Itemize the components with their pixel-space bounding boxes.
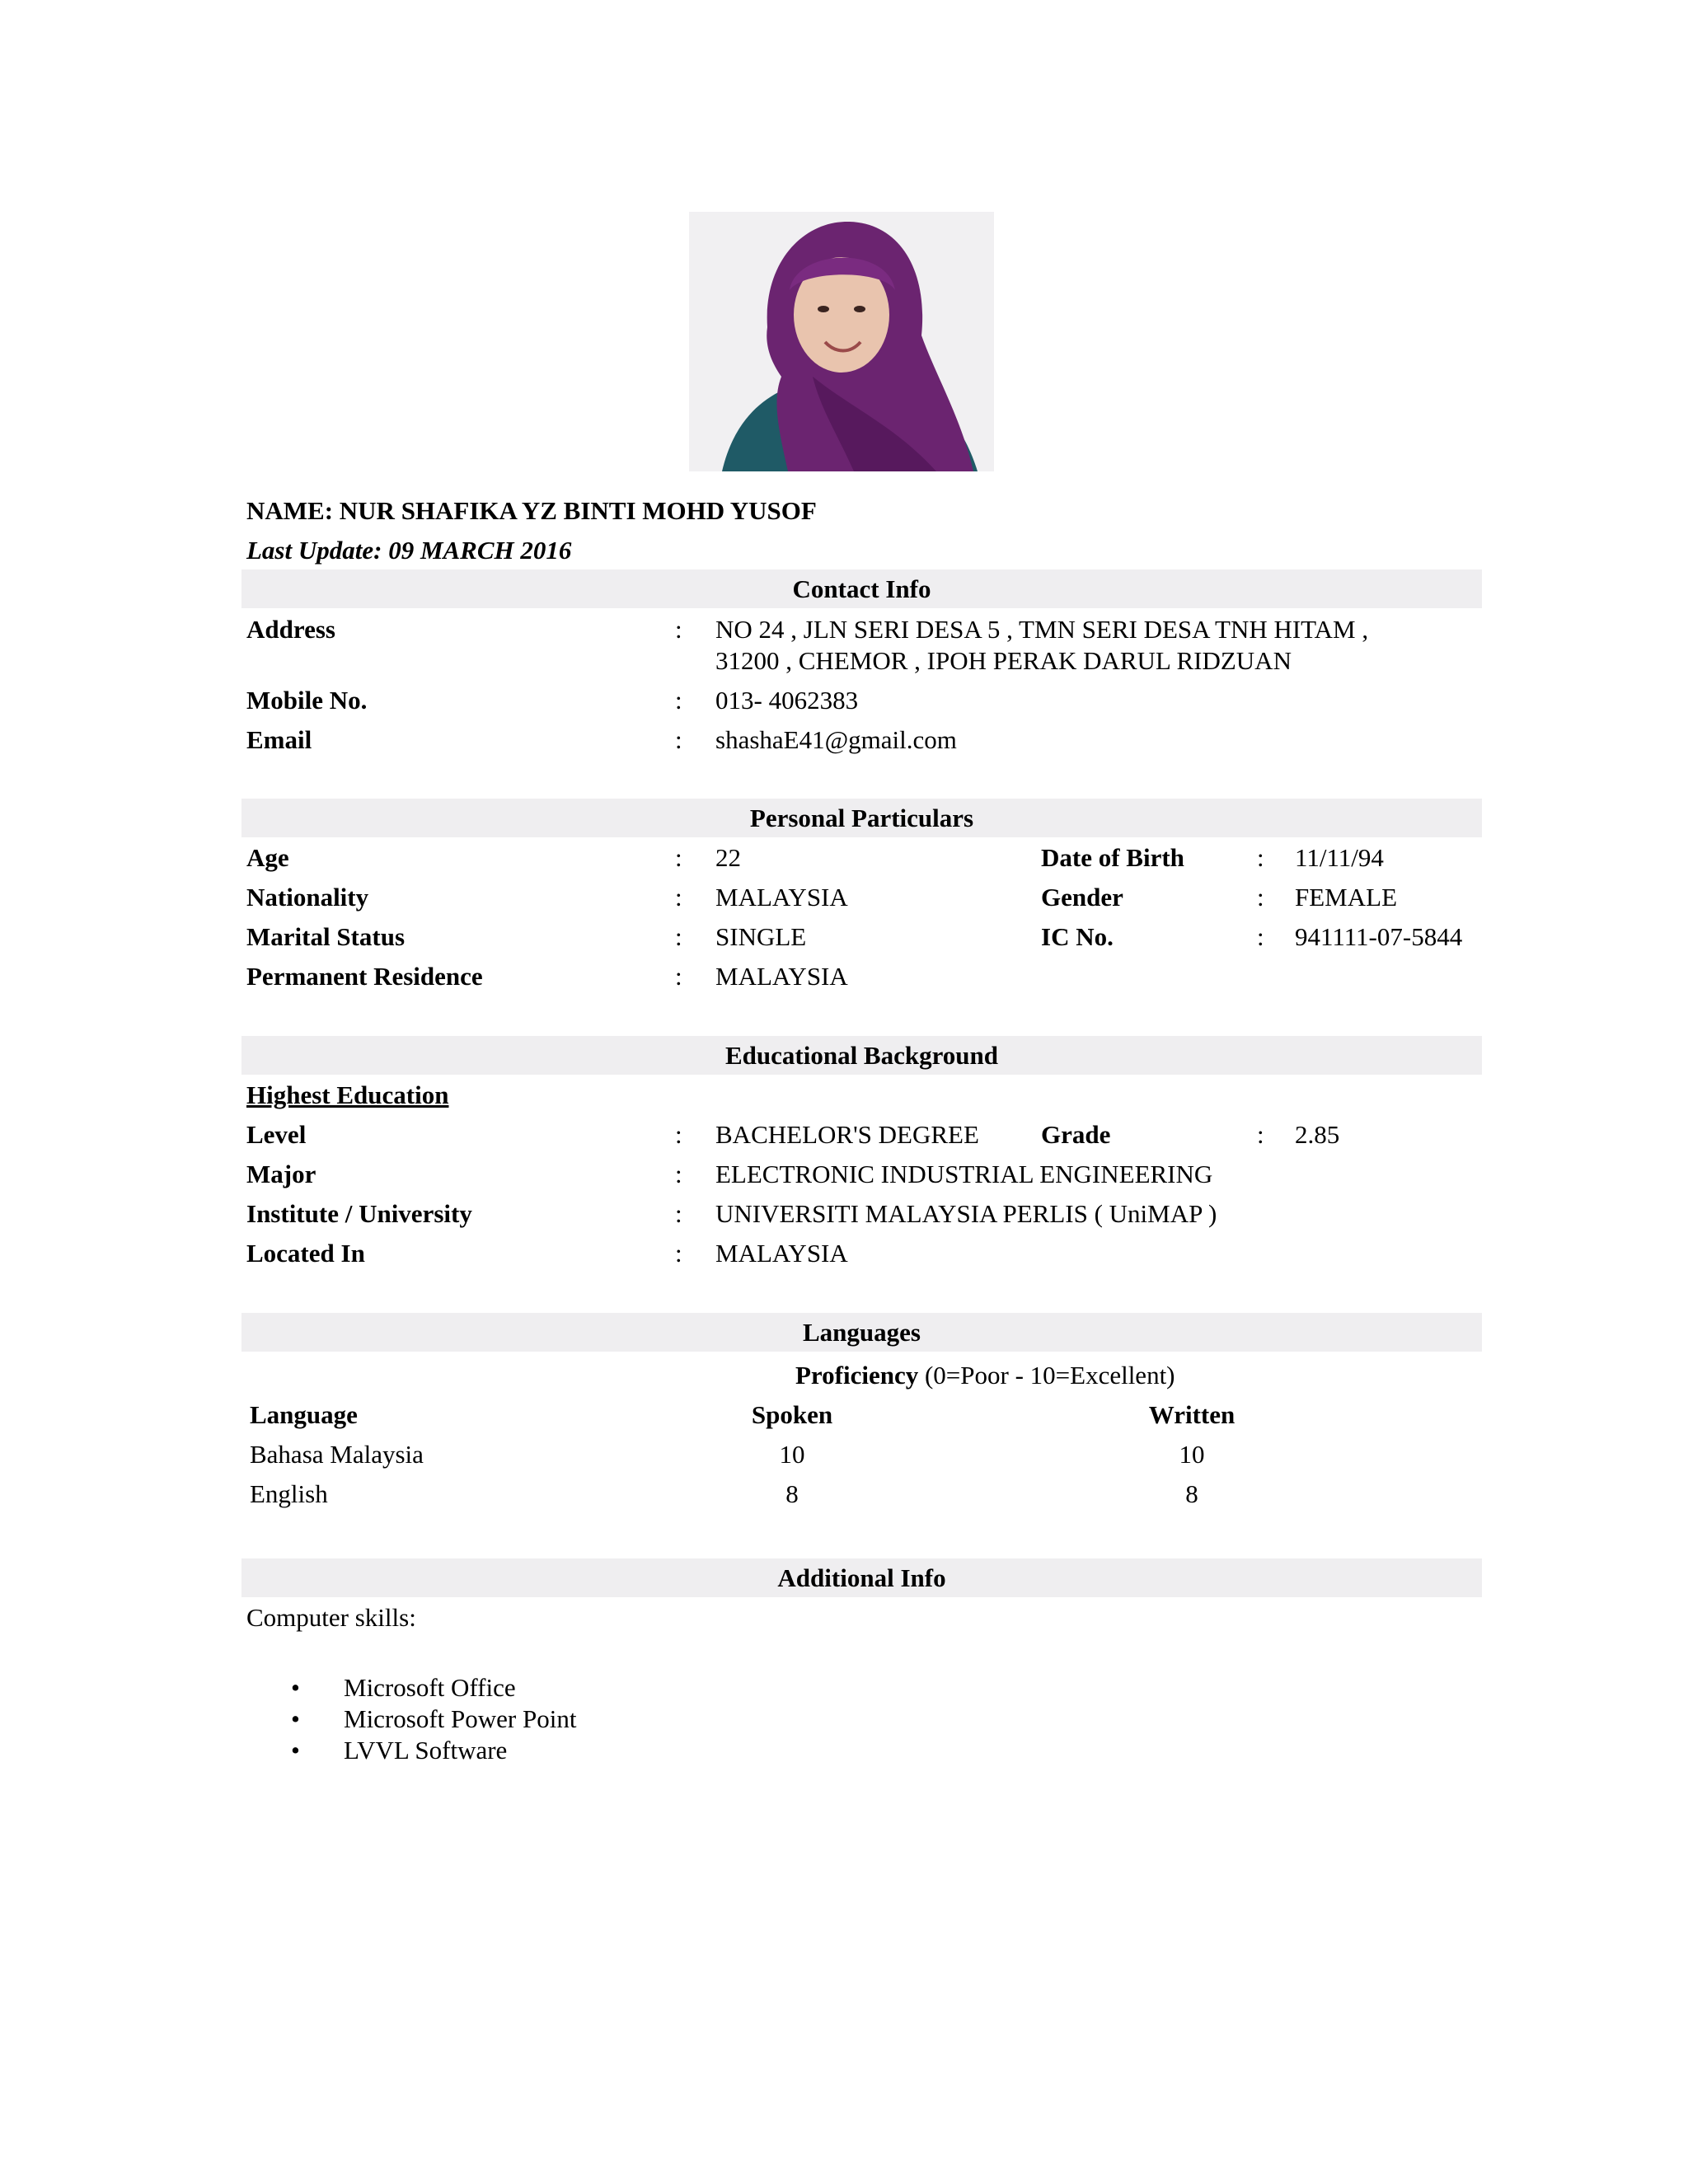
- ic-value: 941111-07-5844: [1295, 922, 1463, 951]
- residence-label: Permanent Residence: [246, 962, 483, 991]
- located-in-value: MALAYSIA: [715, 1239, 848, 1268]
- language-column-header: Language: [250, 1400, 358, 1429]
- bullet: •: [291, 1736, 300, 1765]
- portrait-photo: [689, 212, 994, 471]
- colon: :: [1257, 922, 1264, 951]
- nationality-value: MALAYSIA: [715, 883, 848, 912]
- colon: :: [675, 725, 682, 754]
- colon: :: [1257, 843, 1264, 872]
- language-spoken: 8: [785, 1479, 799, 1508]
- written-column-header: Written: [1148, 1400, 1236, 1429]
- section-header-languages: Languages: [241, 1313, 1482, 1352]
- spoken-column-header: Spoken: [751, 1400, 833, 1429]
- institute-label: Institute / University: [246, 1199, 472, 1228]
- mobile-label: Mobile No.: [246, 686, 368, 715]
- skill-item: Microsoft Office: [344, 1673, 516, 1702]
- language-spoken: 10: [779, 1440, 805, 1469]
- bullet: •: [291, 1673, 300, 1702]
- marital-status-label: Marital Status: [246, 922, 406, 951]
- colon: :: [675, 922, 682, 951]
- residence-value: MALAYSIA: [715, 962, 848, 991]
- proficiency-scale: (0=Poor - 10=Excellent): [924, 1361, 1175, 1390]
- language-name: Bahasa Malaysia: [250, 1440, 424, 1469]
- address-line-1: NO 24 , JLN SERI DESA 5 , TMN SERI DESA TNH HITAM ,: [715, 615, 1369, 644]
- dob-value: 11/11/94: [1295, 843, 1384, 872]
- mobile-value: 013- 4062383: [715, 686, 859, 715]
- colon: :: [675, 1239, 682, 1268]
- major-label: Major: [246, 1160, 316, 1188]
- level-value: BACHELOR'S DEGREE: [715, 1120, 979, 1149]
- address-label: Address: [246, 615, 335, 644]
- email-value: shashaE41@gmail.com: [715, 725, 957, 754]
- section-header-personal: Personal Particulars: [241, 799, 1482, 837]
- colon: :: [675, 883, 682, 912]
- major-value: ELECTRONIC INDUSTRIAL ENGINEERING: [715, 1160, 1213, 1188]
- grade-label: Grade: [1041, 1120, 1111, 1149]
- colon: :: [1257, 883, 1264, 912]
- bullet: •: [291, 1704, 300, 1733]
- proficiency-label: Proficiency: [795, 1361, 919, 1390]
- gender-value: FEMALE: [1295, 883, 1397, 912]
- level-label: Level: [246, 1120, 307, 1149]
- colon: :: [675, 1160, 682, 1188]
- language-written: 10: [1179, 1440, 1205, 1469]
- profile-photo: [689, 212, 994, 471]
- section-header-education: Educational Background: [241, 1036, 1482, 1075]
- institute-value: UNIVERSITI MALAYSIA PERLIS ( UniMAP ): [715, 1199, 1217, 1228]
- grade-value: 2.85: [1295, 1120, 1340, 1149]
- language-written: 8: [1185, 1479, 1198, 1508]
- age-value: 22: [715, 843, 741, 872]
- email-label: Email: [246, 725, 312, 754]
- highest-education-subheading: Highest Education: [246, 1080, 449, 1109]
- candidate-name: NAME: NUR SHAFIKA YZ BINTI MOHD YUSOF: [246, 496, 817, 525]
- located-in-label: Located In: [246, 1239, 365, 1268]
- colon: :: [675, 615, 682, 644]
- section-header-additional: Additional Info: [241, 1558, 1482, 1597]
- section-header-contact: Contact Info: [241, 569, 1482, 608]
- age-label: Age: [246, 843, 289, 872]
- address-line-2: 31200 , CHEMOR , IPOH PERAK DARUL RIDZUAN: [715, 646, 1292, 675]
- skill-item: Microsoft Power Point: [344, 1704, 577, 1733]
- nationality-label: Nationality: [246, 883, 369, 912]
- gender-label: Gender: [1041, 883, 1123, 912]
- proficiency-note: [795, 1356, 1175, 1395]
- dob-label: Date of Birth: [1041, 843, 1184, 872]
- colon: :: [1257, 1120, 1264, 1149]
- marital-status-value: SINGLE: [715, 922, 807, 951]
- skill-item: LVVL Software: [344, 1736, 508, 1765]
- colon: :: [675, 1199, 682, 1228]
- colon: :: [675, 686, 682, 715]
- language-name: English: [250, 1479, 328, 1508]
- ic-label: IC No.: [1041, 922, 1114, 951]
- colon: :: [675, 1120, 682, 1149]
- colon: :: [675, 962, 682, 991]
- computer-skills-label: Computer skills:: [246, 1603, 416, 1632]
- colon: :: [675, 843, 682, 872]
- last-update: Last Update: 09 MARCH 2016: [246, 536, 572, 565]
